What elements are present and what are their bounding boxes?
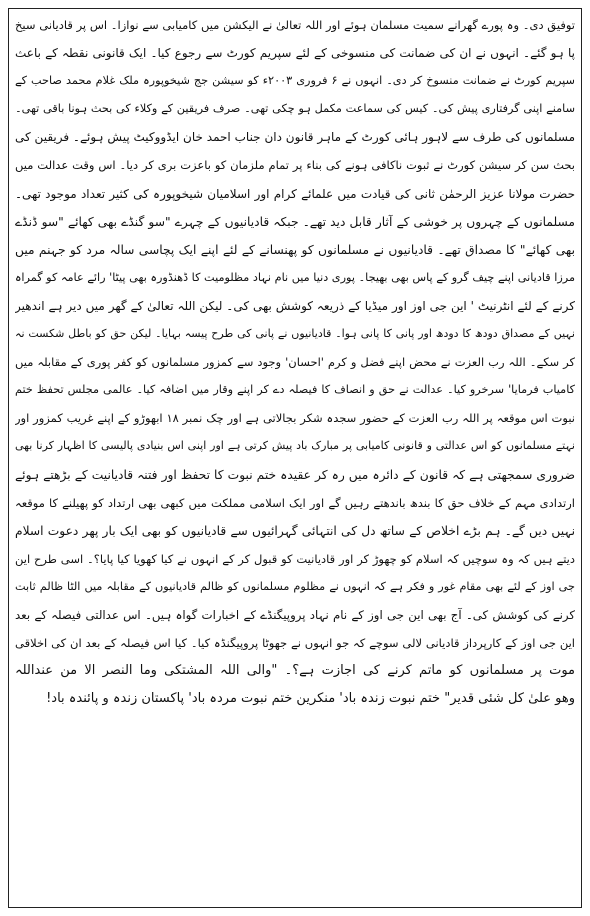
text-line: بھی کھائے" کا مصداق تھے۔ قادیانیوں نے مسلمانوں کو پھنسانے کے لئے اپنے ایک پچاسی سالہ مرد کو جہنم میں (15, 242, 575, 257)
text-line: حضرت مولانا عزیز الرحمٰن ثانی کی قیادت میں علمائے کرام اور اسلامیان شیخوپورہ کی کثیر تعداد موجود تھی۔ (15, 186, 575, 201)
text-line: ارتدادی مہم کے خلاف حق کا بندھ باندھتے رہیں گے اور ایک اسلامی مملکت میں کبھی بھی ارتداد کو پھیلنے کا موقعہ (15, 495, 575, 510)
text-line: سامنے اپنی گرفتاری پیش کی۔ کیس کی سماعت مکمل ہو چکی تھی۔ صرف فریقین کے وکلاء کی بحث ہونا باقی تھی۔ (15, 102, 575, 116)
text-line: توفیق دی۔ وہ پورے گھرانے سمیت مسلمان ہوئے اور اللہ تعالیٰ نے الیکشن میں کامیابی سے نوازا۔ اس پر قادیانی سیخ (15, 18, 575, 32)
text-line: بحث سن کر سیشن کورٹ نے ثبوت ناکافی ہونے کی بناء پر تمام ملزمان کو باعزت بری کر دیا۔ اس وقت عدالت میں (15, 158, 575, 173)
text-line: دیتے ہیں کہ وہ سوچیں کہ اسلام کو چھوڑ کر اور قادیانیت کو قبول کر کے انہوں نے کیا کھویا کیا پایا؟۔ اسی طرح این (15, 551, 575, 566)
text-line: کرنے کے لئے انٹرنیٹ ' این جی اوز اور میڈیا کے ذریعہ کوشش بھی کی۔ لیکن اللہ تعالیٰ کے گھر میں دیر ہے اندھیر (15, 298, 575, 313)
text-line: جی اوز کے لئے بھی مقام غور و فکر ہے کہ انہوں نے مظلوم مسلمانوں کو ظالم قادیانیوں کے مقابلہ میں الٹا ظالم ثابت (15, 579, 575, 593)
text-line: مسلمانوں کے چہروں پر خوشی کے آثار قابل دید تھے۔ جبکہ قادیانیوں کے چہرے "سو گنڈے بھی کھائے "سو ڈنڈے (15, 214, 575, 229)
article-frame (8, 8, 582, 908)
text-line: کامیاب فرمایا' سرخرو کیا۔ عدالت نے حق و انصاف کا فیصلہ دے کر اپنے وقار میں اضافہ کیا۔ عالمی مجلس تحفظ ختم (15, 383, 575, 397)
text-line: نہیں کے مصداق دودھ کا دودھ اور پانی کا پانی ہوا۔ قادیانیوں نے پانی کی طرح پیسہ بہایا۔ لیکن حق کو باطل شکست نہ (15, 327, 575, 341)
text-line: مرزا قادیانی اپنے چیف گرو کے پاس بھی بھیجا۔ پوری دنیا میں نام نہاد مظلومیت کا ڈھنڈورہ بھی پیٹا' رائے عامہ کو گمراہ (15, 270, 575, 284)
text-line: این جی اوز کے کارپرداز قادیانی لالی سوچے کہ جو انہوں نے جھوٹا پروپیگنڈہ کیا۔ کیا اس فیصلہ کے بعد ان کی اخلاقی (15, 636, 575, 651)
text-line: سپریم کورٹ نے ضمانت منسوخ کر دی۔ انہوں نے ۶ فروری ۲۰۰۳ء کو سیشن جج شیخوپورہ ملک غلام محمد صاحب کے (15, 74, 575, 88)
text-line: نہیں دیں گے۔ ہم بڑے اخلاص کے ساتھ دل کی انتہائی گہرائیوں سے قادیانیوں کو بھی ایک بار پھر دعوت اسلام (15, 523, 575, 538)
text-line: وھو علیٰ کل شئی قدیر" ختم نبوت زندہ باد' منکرین ختم نبوت مردہ باد' پاکستان زندہ و پائندہ باد! (46, 691, 575, 707)
text-line: موت پر مسلمانوں کو ماتم کرنے کی اجازت ہے؟۔ "والی اللہ المشتکی وما النصر الا من عنداللہ (15, 663, 575, 679)
text-line: مسلمانوں کی طرف سے لاہور ہائی کورٹ کے ماہر قانون دان جناب احمد خان ایڈووکیٹ پیش ہوئے۔ فریقین کی (15, 130, 575, 145)
text-line: ضروری سمجھتی ہے کہ قانون کے دائرہ میں رہ کر عقیدہ ختم نبوت کا تحفظ اور فتنہ قادیانیت کے بڑھتے ہوئے (15, 467, 575, 482)
text-line: نبوت اس موقعہ پر اللہ رب العزت کے حضور سجدہ شکر بجالاتی ہے اور چک نمبر ۱۸ ابھوڑو کے اپنے غریب کمزور اور (15, 411, 575, 426)
text-line: کرنے کی کوشش کی۔ آج بھی این جی اوز کے نام نہاد پروپیگنڈے کے اخبارات گواہ ہیں۔ اس عدالتی فیصلہ کے بعد (15, 607, 575, 622)
text-line: کر سکے۔ اللہ رب العزت نے محض اپنے فضل و کرم 'احسان' وجود سے کمزور مسلمانوں کو کفر پوری کے مقابلہ میں (15, 355, 575, 370)
text-line: نہتے مسلمانوں کو اس عدالتی و قانونی کامیابی پر مبارک باد پیش کرتی ہے اور اپنی اس بنیادی پالیسی کا اظہار کرنا بھی (15, 439, 575, 453)
text-line: پا ہو گئے۔ انہوں نے ان کی ضمانت کی منسوخی کے لئے سپریم کورٹ سے رجوع کیا۔ ایک قانونی نقطہ کے باعث (15, 46, 575, 61)
